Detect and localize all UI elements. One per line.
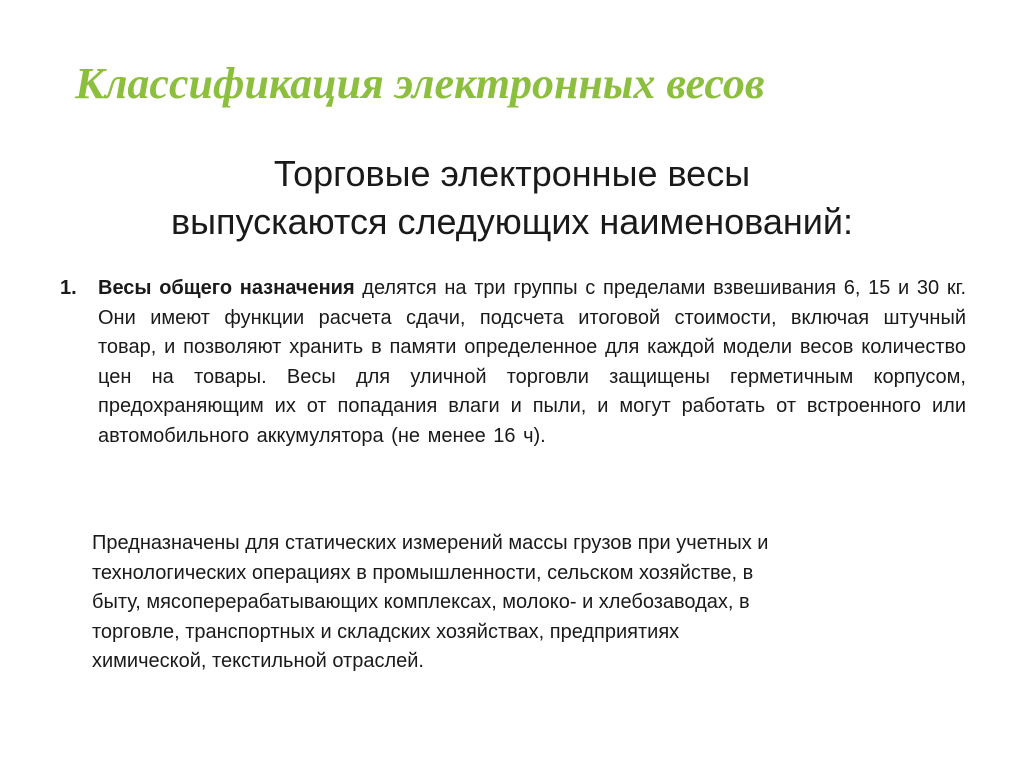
list-item-bold-term: Весы общего назначения (98, 277, 355, 299)
purpose-line: технологических операциях в промышленности, сельском хозяйстве, в (92, 561, 754, 584)
list-item-text (98, 274, 966, 451)
purpose-paragraph (92, 529, 972, 677)
purpose-line: торговле, транспортных и складских хозяйствах, предприятиях (92, 620, 680, 643)
subtitle-line-1: Торговые электронные весы (273, 153, 751, 194)
purpose-line: Предназначены для статических измерений массы грузов при учетных и (92, 532, 769, 554)
list-item-description: делятся на три группы с пределами взвешивания 6, 15 и 30 кг. Они имеют функции расчета сдачи, подсчета итоговой стоимости, включая штучный товар, и позволяют хранить в памяти определенное для каждой модели весов количество цен на товары. Весы для уличной торговли защищены герметичным корпусом, предохраняющим их от попадания влаги и пыли, и могут работать от встроенного или автомобильного аккумулятора (не менее 16 ч). (98, 277, 966, 447)
list-item-general-purpose (60, 274, 966, 451)
slide-subtitle (60, 150, 964, 246)
list-item-number: 1. (60, 277, 77, 299)
purpose-line: быту, мясоперерабатывающих комплексах, молоко- и хлебозаводах, в (92, 591, 750, 613)
slide-title: Классификация электронных весов (75, 59, 765, 108)
subtitle-line-2: выпускаются следующих наименований: (171, 201, 853, 242)
purpose-line: химической, текстильной отраслей. (92, 650, 424, 672)
